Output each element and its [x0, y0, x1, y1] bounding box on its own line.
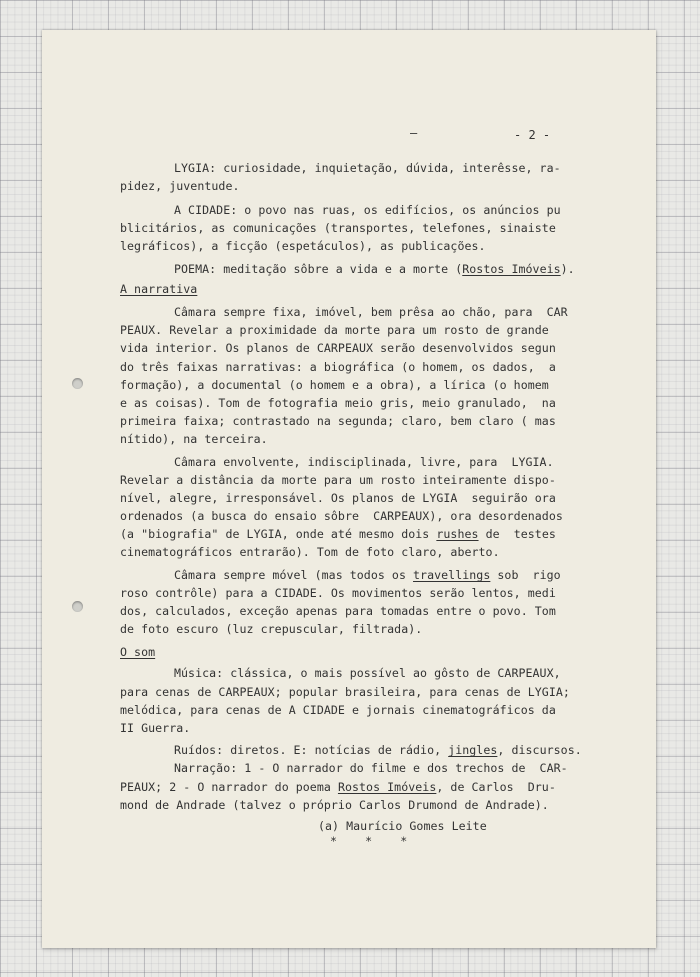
camara3-line-2: roso contrôle) para a CIDADE. Os movimentos serão lentos, medi: [120, 586, 556, 600]
camara1-line-1: Câmara sempre fixa, imóvel, bem prêsa ao chão, para CAR: [174, 305, 568, 319]
musica-line-4: II Guerra.: [120, 721, 191, 735]
narracao-line-1: Narração: 1 - O narrador do filme e dos trechos de CAR-: [174, 761, 568, 775]
poema-after: ).: [560, 262, 575, 276]
lygia-line-2: pidez, juventude.: [120, 179, 240, 193]
camara2-line-1: Câmara envolvente, indisciplinada, livre, para LYGIA.: [174, 455, 554, 469]
rushes-term: rushes: [436, 527, 479, 541]
camara1-line-7: primeira faixa; contrastado na segunda; claro, bem claro ( mas: [120, 414, 556, 428]
signature: (a) Maurício Gomes Leite: [318, 819, 487, 833]
camara2-line-2: Revelar a distância da morte para um rosto inteiramente dispo-: [120, 473, 556, 487]
cidade-line-1: A CIDADE: o povo nas ruas, os edifícios, os anúncios pu: [174, 203, 561, 217]
heading-narrativa: A narrativa: [120, 282, 198, 296]
camara3-line-1: [174, 568, 561, 582]
camara2-line-5-after: de testes: [478, 527, 556, 541]
camara1-line-6: e as coisas). Tom de fotografia meio gris, meio granulado, na: [120, 396, 556, 410]
punch-hole-upper: [72, 378, 83, 389]
poema-title: Rostos Imóveis: [462, 262, 561, 276]
lygia-line-1: LYGIA: curiosidade, inquietação, dúvida, interêsse, ra-: [174, 161, 561, 175]
camara2-line-3: nível, alegre, irresponsável. Os planos de LYGIA seguirão ora: [120, 491, 556, 505]
cidade-line-3: legráficos), a ficção (espetáculos), as publicações.: [120, 239, 486, 253]
punch-hole-lower: [72, 601, 83, 612]
camara1-line-2: PEAUX. Revelar a proximidade da morte para um rosto de grande: [120, 323, 549, 337]
camara3-line-1-before: Câmara sempre móvel (mas todos os: [174, 568, 414, 582]
poema-before: POEMA: meditação sôbre a vida e a morte (: [174, 262, 463, 276]
narracao-line-2-after: , de Carlos Dru-: [436, 780, 556, 794]
camara3-line-4: de foto escuro (luz crepuscular, filtrada).: [120, 622, 423, 636]
musica-line-2: para cenas de CARPEAUX; popular brasileira, para cenas de LYGIA;: [120, 685, 570, 699]
camara1-line-4: do três faixas narrativas: a biográfica (o homem, os dados, a: [120, 360, 556, 374]
travellings-term: travellings: [413, 568, 491, 582]
page-number: - 2 -: [514, 128, 551, 142]
cidade-line-2: blicitários, as comunicações (transportes, telefones, sinaiste: [120, 221, 556, 235]
narracao-line-3: mond de Andrade (talvez o próprio Carlos Drumond de Andrade).: [120, 798, 549, 812]
heading-som: O som: [120, 645, 156, 659]
camara3-line-1-after: sob rigo: [490, 568, 561, 582]
narracao-line-2-before: PEAUX; 2 - O narrador do poema: [120, 780, 338, 794]
narracao-line-2: [120, 780, 556, 794]
camara2-line-5-before: (a "biografia" de LYGIA, onde até mesmo dois: [120, 527, 437, 541]
camara1-line-8: nítido), na terceira.: [120, 432, 268, 446]
rostos-imoveis-title: Rostos Imóveis: [337, 780, 437, 794]
ruidos-after: , discursos.: [497, 743, 582, 757]
poema-line: [174, 262, 575, 276]
camara2-line-6: cinematográficos entrarão). Tom de foto claro, aberto.: [120, 545, 500, 559]
ruidos-before: Ruídos: diretos. E: notícias de rádio,: [174, 743, 449, 757]
camara3-line-3: dos, calculados, exceção apenas para tomadas entre o povo. Tom: [120, 604, 556, 618]
asterisks: * * *: [330, 834, 408, 848]
header-dash: —: [410, 126, 418, 140]
ruidos-line: [174, 743, 582, 757]
camara1-line-3: vida interior. Os planos de CARPEAUX serão desenvolvidos segun: [120, 341, 556, 355]
jingles-term: jingles: [448, 743, 498, 757]
camara1-line-5: formação), a documental (o homem e a obra), a lírica (o homem: [120, 378, 549, 392]
camara2-line-4: ordenados (a busca do ensaio sôbre CARPEAUX), ora desordenados: [120, 509, 563, 523]
camara2-line-5: [120, 527, 556, 541]
musica-line-3: melódica, para cenas de A CIDADE e jornais cinematográficos da: [120, 703, 556, 717]
musica-line-1: Música: clássica, o mais possível ao gôsto de CARPEAUX,: [174, 666, 561, 680]
